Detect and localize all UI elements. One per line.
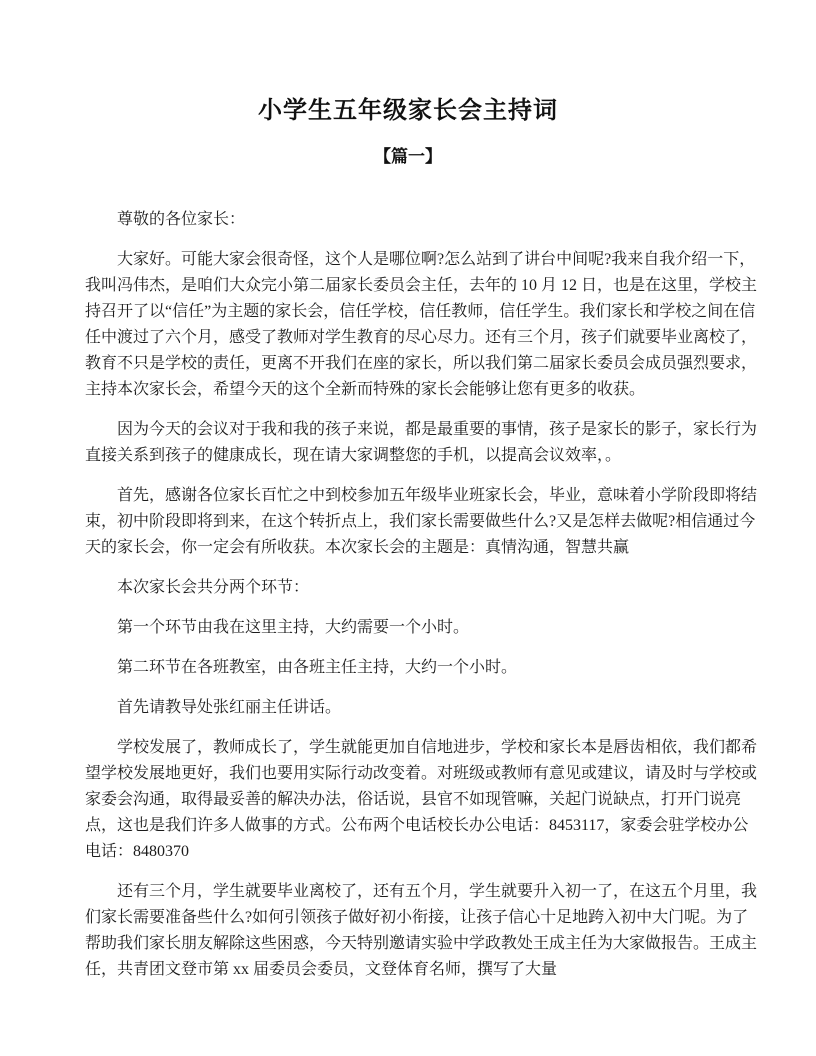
paragraph: 本次家长会共分两个环节： [117, 579, 310, 596]
paragraph: 第二环节在各班教室，由各班主任主持，大约一个小时。 [117, 659, 518, 676]
section-label: 【篇一】 [374, 147, 442, 166]
paragraph: 尊敬的各位家长： [117, 211, 246, 228]
paragraph: 大家好。可能大家会很奇怪，这个人是哪位啊?怎么站到了讲台中间呢?我来自我介绍一下，我叫冯伟杰，是咱们大众完小第二届家长委员会主任，去年的 10 月 12 日，也是在这里，学校主持召开了以“信任”为主题的家长会，信任学校，信任教师，信任学生。我们家长和学校之间在信任中渡过了六个月，感受了教师对学生教育的尽心尽力。还有三个月，孩子们就要毕业离校了，教育不只是学校的责任，更离不开我们在座的家长，所以我们第二届家长委员会成员强烈要求，主持本次家长会，希望今天的这个全新而特殊的家长会能够让您有更多的收获。 [85, 251, 758, 398]
paragraph: 因为今天的会议对于我和我的孩子来说，都是最重要的事情，孩子是家长的影子，家长行为直接关系到孩子的健康成长，现在请大家调整您的手机，以提高会议效率，。 [85, 421, 758, 464]
paragraph: 还有三个月，学生就要毕业离校了，还有五个月，学生就要升入初一了，在这五个月里，我们家长需要准备些什么?如何引领孩子做好初小衔接，让孩子信心十足地跨入初中大门呢。为了帮助我们家长朋友解除这些困惑，今天特别邀请实验中学政教处王成主任为大家做报告。王成主任，共青团文登市第 xx 届委员会委员，文登体育名师，撰写了大量 [85, 883, 758, 978]
paragraph: 首先请教导处张红丽主任讲话。 [117, 699, 342, 716]
paragraph: 学校发展了，教师成长了，学生就能更加自信地进步，学校和家长本是唇齿相依，我们都希望学校发展地更好，我们也要用实际行动改变着。对班级或教师有意见或建议，请及时与学校或家委会沟通，取得最妥善的解决办法，俗话说，县官不如现管嘛，关起门说缺点，打开门说亮点，这也是我们许多人做事的方式。公布两个电话校长办公电话：8453117，家委会驻学校办公电话：8480370 [85, 739, 758, 860]
paragraph: 第一个环节由我在这里主持，大约需要一个小时。 [117, 619, 470, 636]
document-title: 小学生五年级家长会主持词 [258, 98, 558, 124]
document-body [85, 207, 761, 983]
paragraph: 首先，感谢各位家长百忙之中到校参加五年级毕业班家长会，毕业，意味着小学阶段即将结束，初中阶段即将到来，在这个转折点上，我们家长需要做些什么?又是怎样去做呢?相信通过今天的家长会，你一定会有所收获。本次家长会的主题是：真情沟通，智慧共赢 [85, 487, 758, 556]
